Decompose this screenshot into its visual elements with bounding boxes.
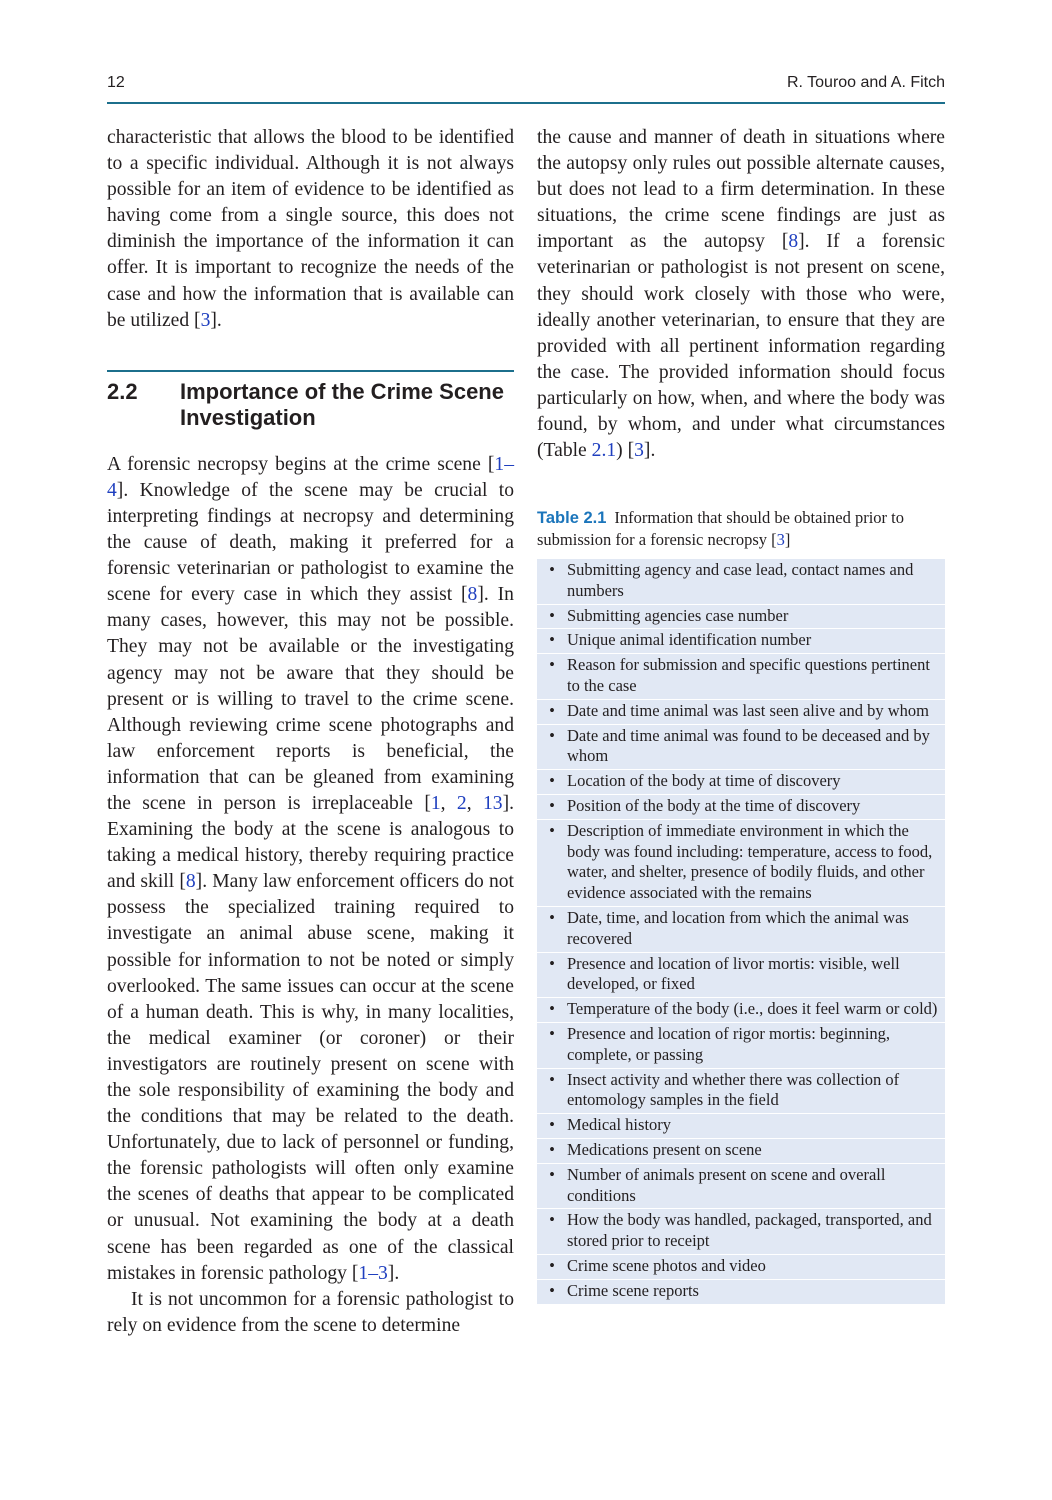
table-label: Table 2.1: [537, 509, 607, 527]
body-paragraph: the cause and manner of death in situations where the autopsy only rules out possible alternate causes, but does not lead to a firm determination. In these situations, the crime scene findings are just as important as the autopsy [8]. If a forensic veterinarian or pathologist is not present on scene, they should work closely with those who were, ideally another veterinarian, to ensure that they are provided with all pertinent information regarding the case. The provided information should focus particularly on how, when, and where the body was found, by whom, and under what circumstances (Table 2.1) [3].: [537, 127, 945, 462]
bullet-icon: •: [549, 820, 555, 840]
body-paragraph: characteristic that allows the blood to be identified to a specific individual. Although it is not always possible for an item of evidence to be identified as having come from a single source, this does not diminish the importance of the information it can offer. It is important to recognize the needs of the case and how the information that is available can be utilized [3].: [107, 127, 514, 331]
table-row-text: Description of immediate environment in which the body was found including: temperature, access to food, water, and shelter, presence of bodily fluids, and other evidence associated with the remains: [567, 820, 933, 903]
citation-link[interactable]: 3: [776, 530, 785, 549]
citation-link[interactable]: 2: [456, 792, 467, 814]
table-row-text: Medical history: [567, 1115, 672, 1135]
table-caption: Table 2.1 Information that should be obtained prior to submission for a forensic necropsy [3]: [537, 508, 905, 549]
table-row-text: Location of the body at time of discovery: [567, 771, 841, 791]
table-row-text: Presence and location of rigor mortis: beginning, complete, or passing: [567, 1023, 891, 1064]
page-number: 12: [107, 74, 125, 91]
table-row-text: Number of animals present on scene and overall conditions: [567, 1164, 886, 1205]
section-title: Importance of the Crime Scene Investigation: [180, 378, 504, 430]
citation-link[interactable]: 1–3: [358, 1262, 388, 1284]
table-row: [537, 1114, 945, 1139]
citation-link[interactable]: 13: [482, 792, 503, 814]
section-number: 2.2: [107, 378, 138, 404]
bullet-icon: •: [549, 795, 555, 815]
bullet-icon: •: [549, 1164, 555, 1184]
table-row: [537, 1023, 945, 1069]
bullet-icon: •: [549, 725, 555, 745]
table-row-text: Crime scene photos and video: [567, 1255, 766, 1275]
section-heading: [107, 370, 514, 431]
left-column: [107, 125, 514, 1339]
table-row: [537, 795, 945, 820]
table-row-text: Submitting agencies case number: [567, 605, 789, 625]
bullet-icon: •: [549, 1069, 555, 1089]
table-row: [537, 907, 945, 953]
bullet-icon: •: [549, 655, 555, 675]
table-row: [537, 770, 945, 795]
table-row-text: Presence and location of livor mortis: visible, well developed, or fixed: [567, 953, 900, 994]
table-item-list: [537, 559, 945, 1305]
table-row: [537, 725, 945, 771]
citation-link[interactable]: 8: [467, 584, 478, 606]
citation-link[interactable]: 3: [634, 440, 644, 462]
table-row-text: Date and time animal was last seen alive and by whom: [567, 700, 929, 720]
bullet-icon: •: [549, 700, 555, 720]
table-row-text: Unique animal identification number: [567, 630, 812, 650]
table-row: [537, 559, 945, 605]
table-row-text: Date, time, and location from which the animal was recovered: [567, 907, 909, 948]
table-row: [537, 700, 945, 725]
bullet-icon: •: [549, 605, 555, 625]
table-row: [537, 1209, 945, 1255]
citation-link[interactable]: 8: [185, 871, 196, 893]
body-paragraph: A forensic necropsy begins at the crime scene [1–4]. Knowledge of the scene may be crucial to interpreting findings at necropsy and determining the cause of death, making it preferred for a forensic veterinarian or pathologist to examine the scene for every case in which they assist [8]. In many cases, however, this may not be possible. They may not be available or the investigating agency may not be aware that they should be present or is willing to travel to the crime scene. Although reviewing crime scene photographs and law enforcement reports is beneficial, the information that can be gleaned from examining the scene in person is irreplaceable [1, 2, 13]. Examining the body at the scene is analogous to taking a medical history, thereby requiring practice and skill [8]. Many law enforcement officers do not possess the specialized training required to investigate an animal abuse scene, making it possible for information to not be noted or simply overlooked. The same issues can occur at the scene of a human death. This is why, in many localities, the medical examiner (or coroner) or their investigators are routinely present on scene with the sole responsibility of examining the body and the conditions that may be related to the death. Unfortunately, due to lack of personnel or funding, the forensic pathologists will often only examine the scenes of deaths that appear to be complicated or unusual. Not examining the body at a death scene has been regarded as one of the classical mistakes in forensic pathology [1–3].: [107, 453, 514, 1284]
table-row: [537, 953, 945, 999]
bullet-icon: •: [549, 1210, 555, 1230]
bullet-icon: •: [549, 999, 555, 1019]
table-row-text: Reason for submission and specific questions pertinent to the case: [567, 655, 930, 695]
bullet-icon: •: [549, 1255, 555, 1275]
table-caption-text: Information that should be obtained prior to submission for a forensic necropsy [: [537, 508, 905, 549]
table-row: [537, 1164, 945, 1210]
table-row-text: Medications present on scene: [567, 1139, 762, 1159]
table-row-text: Crime scene reports: [567, 1280, 699, 1300]
table-reference-link[interactable]: 2.1: [591, 440, 617, 462]
running-head-authors: R. Touroo and A. Fitch: [786, 74, 945, 91]
bullet-icon: •: [549, 907, 555, 927]
body-paragraph: It is not uncommon for a forensic pathologist to rely on evidence from the scene to determine: [107, 1288, 514, 1336]
table-row: [537, 998, 945, 1023]
table-row: [537, 1139, 945, 1164]
bullet-icon: •: [549, 771, 555, 791]
citation-link[interactable]: 1–4: [107, 453, 514, 501]
bullet-icon: •: [549, 953, 555, 973]
bullet-icon: •: [549, 1115, 555, 1135]
bullet-icon: •: [549, 630, 555, 650]
bullet-icon: •: [549, 560, 555, 579]
bullet-icon: •: [549, 1023, 555, 1043]
table-row: [537, 1069, 945, 1115]
table-row-text: Temperature of the body (i.e., does it feel warm or cold): [567, 999, 938, 1019]
table-row: [537, 820, 945, 907]
table-row: [537, 1255, 945, 1280]
bullet-icon: •: [549, 1280, 555, 1300]
table-row-text: Submitting agency and case lead, contact names and numbers: [567, 560, 914, 600]
bullet-icon: •: [549, 1139, 555, 1159]
citation-link[interactable]: 1: [430, 792, 441, 814]
table-row-text: Insect activity and whether there was collection of entomology samples in the field: [567, 1069, 900, 1110]
citation-link[interactable]: 3: [200, 309, 211, 331]
running-header: [107, 72, 945, 104]
table-row: [537, 629, 945, 654]
citation-link[interactable]: 8: [788, 231, 799, 253]
table-row-text: Date and time animal was found to be deceased and by whom: [567, 725, 930, 766]
table-row: [537, 605, 945, 630]
info-table: [537, 559, 945, 1305]
table-row: [537, 654, 945, 700]
table-row: [537, 1280, 945, 1305]
table-row-text: How the body was handled, packaged, transported, and stored prior to receipt: [567, 1210, 932, 1251]
table-row-text: Position of the body at the time of discovery: [567, 795, 861, 815]
right-column: [537, 125, 945, 464]
